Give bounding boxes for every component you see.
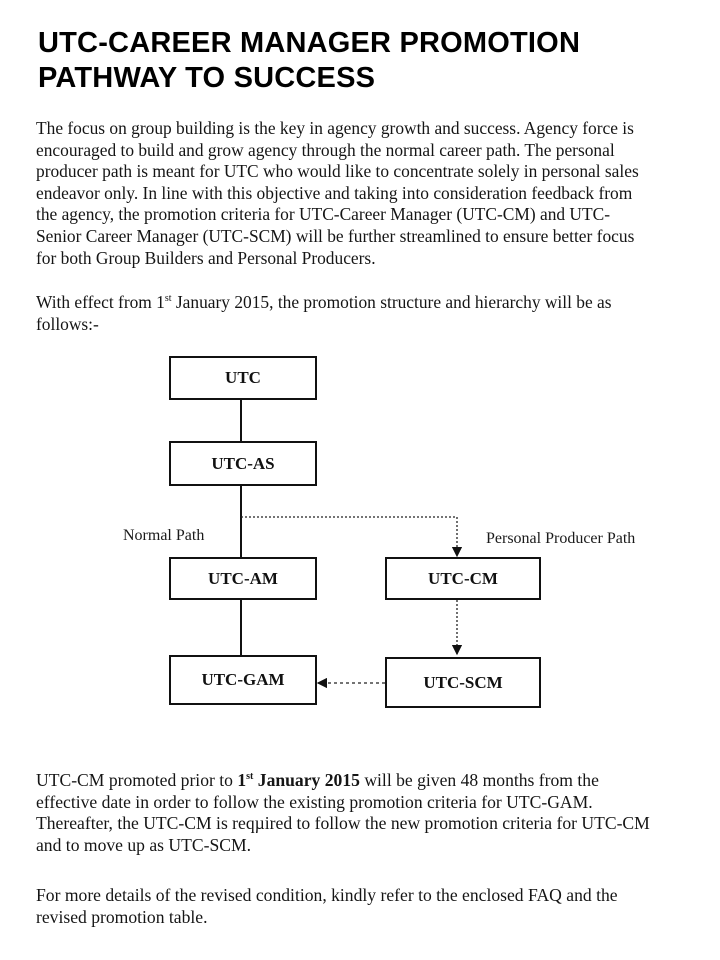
node-utc-gam: [169, 655, 317, 705]
effect-ordinal: st: [164, 293, 172, 305]
intro-line: for both Group Builders and Personal Producers.: [36, 247, 376, 268]
intro-line: Senior Career Manager (UTC-SCM) will be further streamlined to ensure better focus: [36, 225, 635, 246]
more-line-2: revised promotion table.: [36, 906, 208, 927]
more-details-paragraph: [36, 885, 684, 928]
transition-paragraph: [36, 770, 684, 856]
transition-line-4: and to move up as UTC-SCM.: [36, 834, 252, 855]
intro-line: encouraged to build and grow agency through the normal career path. The personal: [36, 139, 615, 160]
node-utc-as-label: UTC-AS: [211, 453, 275, 473]
connector-as-to-cm: [241, 517, 457, 556]
title-line-1: UTC-CAREER MANAGER PROMOTION: [38, 27, 581, 59]
node-utc-cm-label: UTC-CM: [428, 568, 498, 588]
node-utc: [169, 356, 317, 400]
effect-text-b: January 2015, the promotion structure and hierarchy will be as: [171, 292, 612, 312]
transition-text-c: will be given 48 months from the: [359, 770, 599, 790]
node-utc-scm: [385, 657, 541, 708]
intro-line: the agency, the promotion criteria for UTC-Career Manager (UTC-CM) and UTC-: [36, 204, 611, 225]
transition-date-day: 1: [237, 770, 247, 790]
transition-date: [237, 770, 360, 790]
intro-line: The focus on group building is the key in agency growth and success. Agency force is: [36, 118, 634, 138]
transition-line-1: [36, 770, 684, 792]
intro-line: producer path is meant for UTC who would like to concentrate solely in personal sales: [36, 161, 639, 182]
node-utc-scm-label: UTC-SCM: [423, 672, 503, 692]
node-utc-gam-label: UTC-GAM: [201, 670, 285, 689]
more-line-1: For more details of the revised condition, kindly refer to the enclosed FAQ and the: [36, 885, 618, 905]
effect-text-a: With effect from 1: [36, 292, 165, 312]
intro-line: endeavor only. In line with this objective and taking into consideration feedback from: [36, 182, 633, 203]
transition-text-a: UTC-CM promoted prior to: [36, 770, 238, 790]
personal-producer-path-label: Personal Producer Path: [486, 530, 636, 547]
node-utc-as: [169, 441, 317, 486]
transition-date-rest: January 2015: [253, 770, 360, 790]
effect-line-2: follows:-: [36, 313, 99, 334]
transition-line-3: Thereafter, the UTC-CM is reqµired to follow the new promotion criteria for UTC-CM: [36, 813, 650, 834]
transition-line-2: effective date in order to follow the existing promotion criteria for UTC-GAM.: [36, 791, 593, 812]
title-line-2: PATHWAY TO SUCCESS: [38, 62, 376, 94]
node-utc-am-label: UTC-AM: [208, 568, 278, 588]
node-utc-am: [169, 557, 317, 600]
node-utc-cm: [385, 557, 541, 600]
transition-date-ordinal: st: [246, 771, 254, 783]
node-utc-label: UTC: [225, 368, 261, 387]
normal-path-label: Normal Path: [123, 527, 205, 544]
